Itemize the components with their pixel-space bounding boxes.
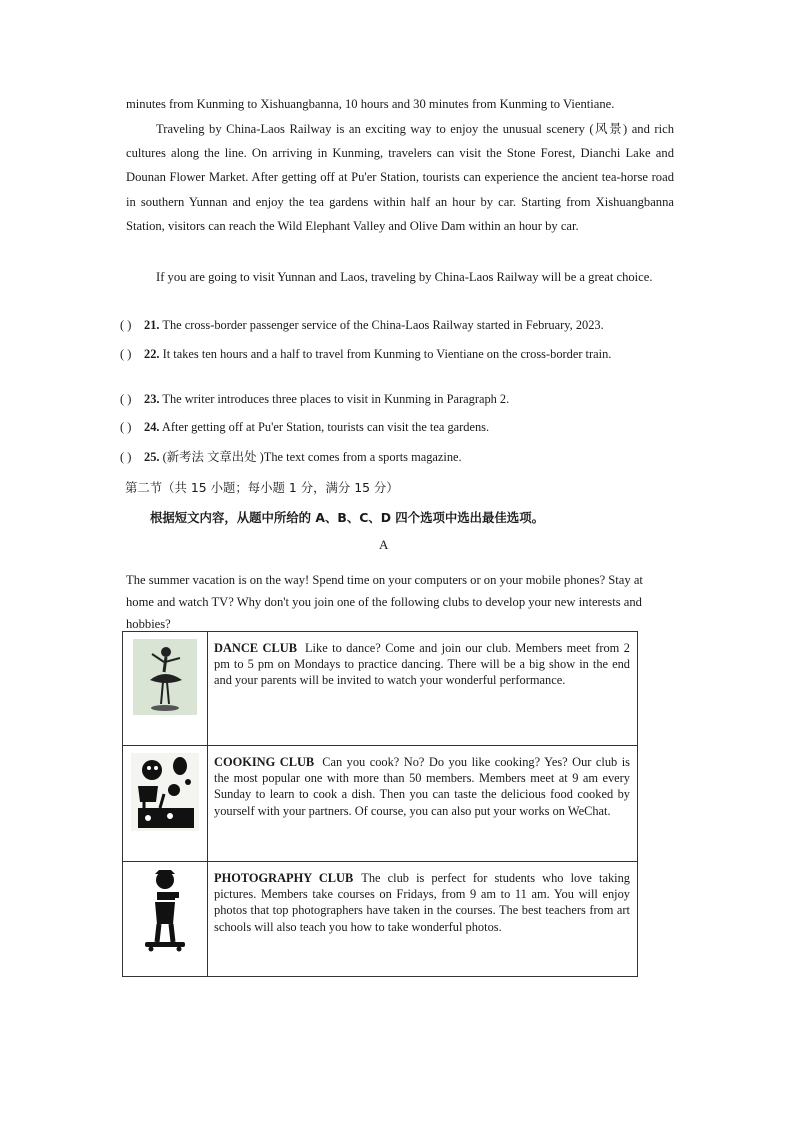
question-21 [120,317,680,333]
answer-blank[interactable]: ( ) [120,420,132,434]
club-description [208,632,638,746]
passage-paragraph-3: If you are going to visit Yunnan and Laos, traveling by China-Laos Railway will be a great choice. [156,270,653,284]
club-row-dance [123,632,638,746]
club-description [208,746,638,862]
question-number: 23. [144,392,160,406]
clubs-table [122,631,638,977]
passage-intro: The summer vacation is on the way! Spend time on your computers or on your mobile phones? Stay at home and watch TV? Why don't you join one of the following clubs to develop your new interests and hobbies? [126,573,643,631]
club-text: Like to dance? Come and join our club. Members meet from 2 pm to 5 pm on Mondays to practice dancing. There will be a big show in the end and your parents will be invited to watch your wonderful performance. [214,641,630,688]
question-number: 24. [144,420,160,434]
club-image-cell [123,632,208,746]
club-name: DANCE CLUB [214,641,297,655]
passage-letter: A [379,537,389,552]
photographer-icon [137,868,193,952]
passage-paragraph-2: Traveling by China-Laos Railway is an exciting way to enjoy the unusual scenery (风景) and rich cultures along the line. On arriving in Kunming, travelers can visit the Stone Forest, Dianchi Lake and Dounan Flower Market. After getting off at Pu'er Station, tourists can experience the ancient tea-horse road in southern Yunnan and enjoy the tea gardens within half an hour by car. Starting from Xishuangbanna Station, visitors can reach the Wild Elephant Valley and Olive Dam within an hour by car. [126,122,674,233]
club-description [208,862,638,977]
question-number: 25. [144,450,160,464]
cooking-icon [130,752,200,832]
club-name: PHOTOGRAPHY CLUB [214,871,354,885]
club-row-photography [123,862,638,977]
answer-blank[interactable]: ( ) [120,392,132,406]
ballerina-icon [132,638,198,716]
question-text: It takes ten hours and a half to travel from Kunming to Vientiane on the cross-border train. [162,347,612,361]
question-23 [120,391,680,407]
answer-blank[interactable]: ( ) [120,347,132,361]
answer-blank[interactable]: ( ) [120,318,132,332]
question-text: The cross-border passenger service of the China-Laos Railway started in February, 2023. [162,318,604,332]
question-text: The writer introduces three places to visit in Kunming in Paragraph 2. [162,392,510,406]
question-number: 21. [144,318,160,332]
section-heading: 第二节（共 15 小题；每小题 1 分，满分 15 分） [125,480,399,495]
answer-blank[interactable]: ( ) [120,450,132,464]
club-image-cell [123,862,208,977]
club-text: The club is perfect for students who love taking pictures. Members take courses on Fridays, from 9 am to 11 am. You will enjoy photos that top photographers have taken in the courses. The best teachers from art schools will also teach you how to take wonderful photos. [214,871,630,934]
question-text: (新考法 文章出处 )The text comes from a sports magazine. [162,450,462,464]
question-number: 22. [144,347,160,361]
club-row-cooking [123,746,638,862]
club-text: Can you cook? No? Do you like cooking? Yes? Our club is the most popular one with more than 50 members. Members meet at 9 am every Sunday to learn to cook a dish. Then you can taste the delicious food cooked by yourself with your partners. Of course, you can also put your works on WeChat. [214,755,630,818]
club-name: COOKING CLUB [214,755,315,769]
passage-line-1: minutes from Kunming to Xishuangbanna, 10 hours and 30 minutes from Kunming to Vientiane. [126,97,615,111]
section-instruction: 根据短文内容，从题中所给的 A、B、C、D 四个选项中选出最佳选项。 [150,510,544,525]
question-25 [120,449,680,465]
club-image-cell [123,746,208,862]
question-text: After getting off at Pu'er Station, tourists can visit the tea gardens. [161,420,490,434]
question-24 [120,419,680,435]
question-22 [120,346,680,362]
